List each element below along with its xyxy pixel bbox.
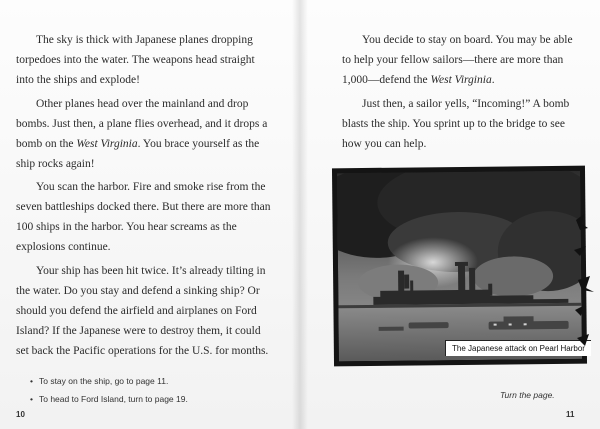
paragraph-text: The sky is thick with Japanese planes dropping torpedoes into the water. The weapons head straight into the ships and explode! [16, 34, 255, 86]
battleship-smoke-illustration [337, 171, 582, 362]
ship-name: West Virginia [76, 138, 138, 150]
paragraph-text: You scan the harbor. Fire and smoke rise from the seven battleships docked there. But there are more than 100 ships in the harbor. You hear screams as the explosions continue. [16, 181, 271, 253]
right-paragraph-2 [342, 94, 580, 154]
ship-name: West Virginia [430, 74, 492, 86]
left-paragraph-2 [16, 94, 274, 174]
paragraph-text: . You brace yourself as the ship rocks again! [16, 138, 260, 170]
choice-stay-on-ship[interactable]: • To stay on the ship, go to page 11. [30, 372, 188, 390]
left-paragraph-4 [16, 261, 274, 361]
left-paragraph-3 [16, 177, 274, 257]
pearl-harbor-photo [337, 171, 582, 362]
paragraph-text: Your ship has been hit twice. It’s already tilting in the water. Do you stay and defend a sinking ship? Or should you defend the airfield and airplanes on Ford Island? If the Japanese were to destroy them, it could set back the Pacific operations for the U.S. for months. [16, 265, 269, 357]
paragraph-text: Other planes head over the mainland and drop bombs. Just then, a plane flies overhead, and it drops a bomb on the [16, 98, 268, 150]
choice-ford-island[interactable]: • To head to Ford Island, turn to page 19. [30, 390, 188, 408]
book-gutter [292, 0, 308, 429]
turn-the-page: Turn the page. [500, 390, 555, 400]
photo-caption: The Japanese attack on Pearl Harbor [445, 340, 591, 356]
page-number-right: 11 [566, 410, 575, 419]
paragraph-text: You decide to stay on board. You may be able to help your fellow sailors—there are more than 1,000—defend the [342, 34, 573, 86]
paragraph-text: . [491, 74, 495, 86]
left-paragraph-1 [16, 30, 274, 90]
page-number-left: 10 [16, 410, 25, 419]
choice-list [30, 372, 188, 408]
paragraph-text: Just then, a sailor yells, “Incoming!” A bomb blasts the ship. You sprint up to the bridge to see how you can help. [342, 98, 570, 150]
right-paragraph-1 [342, 30, 580, 90]
ink-splatter-decoration [574, 210, 600, 360]
